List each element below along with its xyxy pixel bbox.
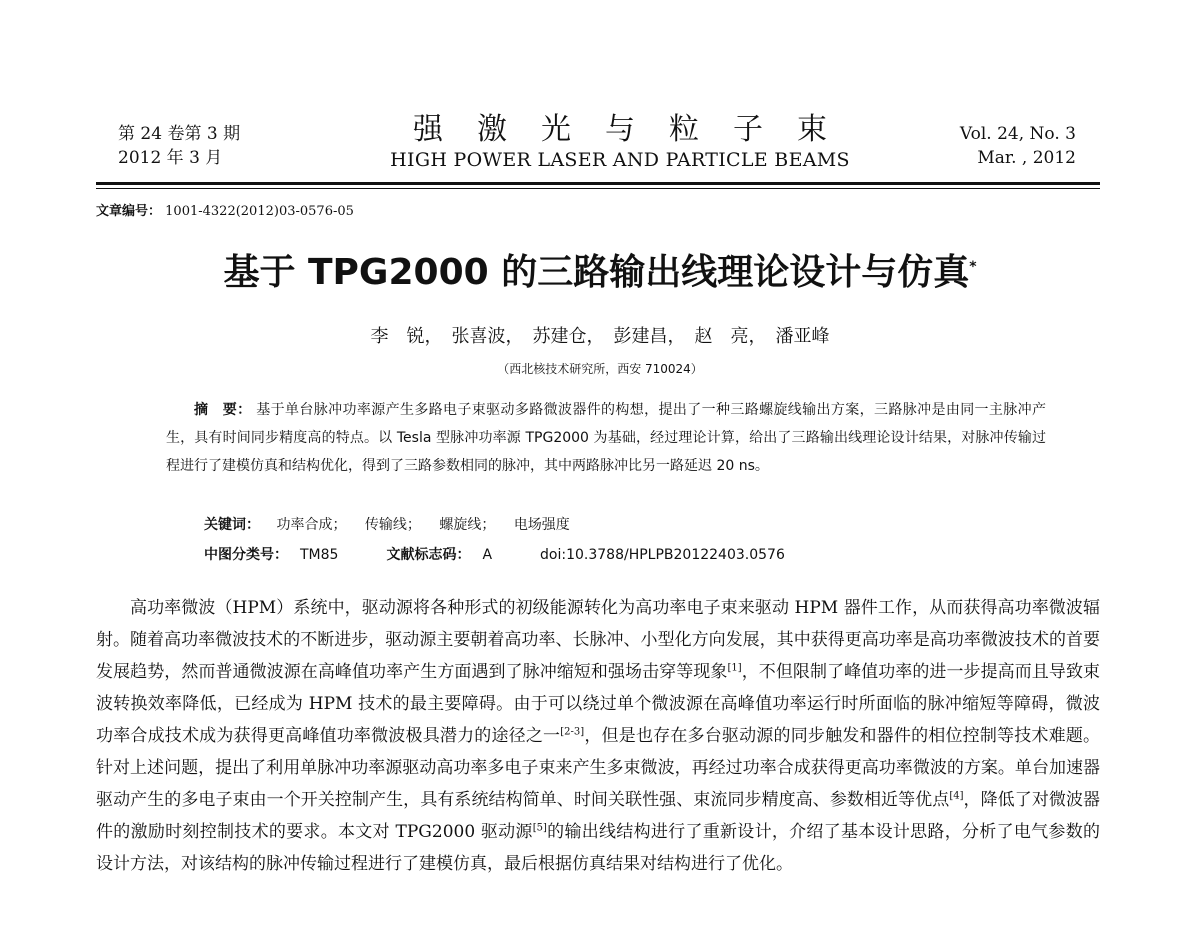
citation-ref[interactable]: [5] — [532, 822, 547, 834]
doc-code-value: A — [482, 547, 493, 563]
abstract-text: 基于单台脉冲功率源产生多路电子束驱动多路微波器件的构想，提出了一种三路螺旋线输出方案，三路脉冲是由同一主脉冲产生，具有时间同步精度高的特点。以 Tesla 型脉冲功率源 TPG2000 为基础，经过理论计算，给出了三路输出线理论设计结果，对脉冲传输过程进行了建模仿真和结构优化，得到了三路参数相同的脉冲，其中两路脉冲比另一路延迟 20 ns。 — [166, 402, 1047, 474]
paper-title-text: 基于 TPG2000 的三路输出线理论设计与仿真 — [223, 252, 970, 293]
header-rule-thin — [96, 188, 1100, 189]
keywords — [204, 514, 584, 534]
journal-issue-cn — [118, 122, 240, 170]
keyword-item: 功率合成； — [276, 517, 347, 533]
journal-title-block — [300, 112, 940, 172]
date-en: Mar. , 2012 — [977, 148, 1076, 168]
keyword-item: 电场强度 — [513, 517, 570, 533]
title-footnote-mark: * — [969, 259, 977, 275]
body-text-2: ，不但限制了峰值功率的进一步提高而且导致束波转换效率降低，已经成为 HPM 技术的最主要障碍。由于可以绕过单个微波源在高峰值功率运行时所面临的脉冲缩短等障碍，微波功率合成技术成为获得更高峰值功率微波极具潜力的途径之一 — [96, 662, 1101, 746]
article-number-value: 1001-4322(2012)03-0576-05 — [165, 204, 354, 219]
header-rule-thick — [96, 182, 1100, 185]
article-number-label: 文章编号： — [96, 204, 162, 219]
clc-value: TM85 — [300, 547, 339, 563]
journal-issue-en — [960, 122, 1076, 170]
body-text-3: ，但是也存在多台驱动源的同步触发和器件的相位控制等技术难题。针对上述问题，提出了利用单脉冲功率源驱动高功率多电子束来产生多束微波，再经过功率合成获得更高功率微波的方案。单台加速器驱动产生的多电子束由一个开关控制产生，具有系统结构简单、时间关联性强、束流同步精度高、参数相近等优点 — [96, 726, 1101, 810]
doc-code-label: 文献标志码： — [386, 547, 471, 563]
keyword-item: 螺旋线； — [439, 517, 496, 533]
citation-ref[interactable]: [2-3] — [560, 726, 585, 738]
journal-title-en: HIGH POWER LASER AND PARTICLE BEAMS — [390, 149, 850, 171]
body-text-1: 高功率微波（HPM）系统中，驱动源将各种形式的初级能源转化为高功率电子束来驱动 HPM 器件工作，从而获得高功率微波辐射。随着高功率微波技术的不断进步，驱动源主要朝着高功率、长脉冲、小型化方向发展，其中获得更高功率是高功率微波技术的首要发展趋势，然而普通微波源在高峰值功率产生方面遇到了脉冲缩短和强场击穿等现象 — [96, 598, 1100, 682]
citation-ref[interactable]: [4] — [949, 790, 964, 802]
article-number — [96, 200, 354, 219]
volume-issue-en: Vol. 24, No. 3 — [959, 124, 1076, 144]
clc-label: 中图分类号： — [204, 547, 288, 563]
author-list: 李 锐， 张喜波， 苏建仓， 彭建昌， 赵 亮， 潘亚峰 — [370, 326, 830, 347]
abstract — [166, 396, 1046, 480]
affiliation: （西北核技术研究所，西安 710024） — [497, 362, 703, 376]
body-text-5: 的输出线结构进行了重新设计，介绍了基本设计思路，分析了电气参数的设计方法，对该结构的脉冲传输过程进行了建模仿真，最后根据仿真结果对结构进行了优化。 — [96, 822, 1100, 874]
paper-title — [0, 244, 1200, 295]
keywords-label: 关键词： — [204, 517, 260, 533]
citation-ref[interactable]: [1] — [727, 662, 742, 674]
body-paragraph — [96, 592, 1100, 880]
keyword-item: 传输线； — [364, 517, 421, 533]
volume-issue-cn: 第 24 卷第 3 期 — [118, 124, 241, 144]
doi: doi:10.3788/HPLPB20122403.0576 — [540, 547, 785, 563]
date-cn: 2012 年 3 月 — [118, 148, 223, 168]
classification-line — [204, 544, 785, 564]
abstract-label: 摘 要： — [194, 402, 252, 418]
body-text-4: ，降低了对微波器件的激励时刻控制技术的要求。本文对 TPG2000 驱动源 — [96, 790, 1101, 842]
journal-title-cn: 强激光与粒子束 — [413, 112, 861, 147]
